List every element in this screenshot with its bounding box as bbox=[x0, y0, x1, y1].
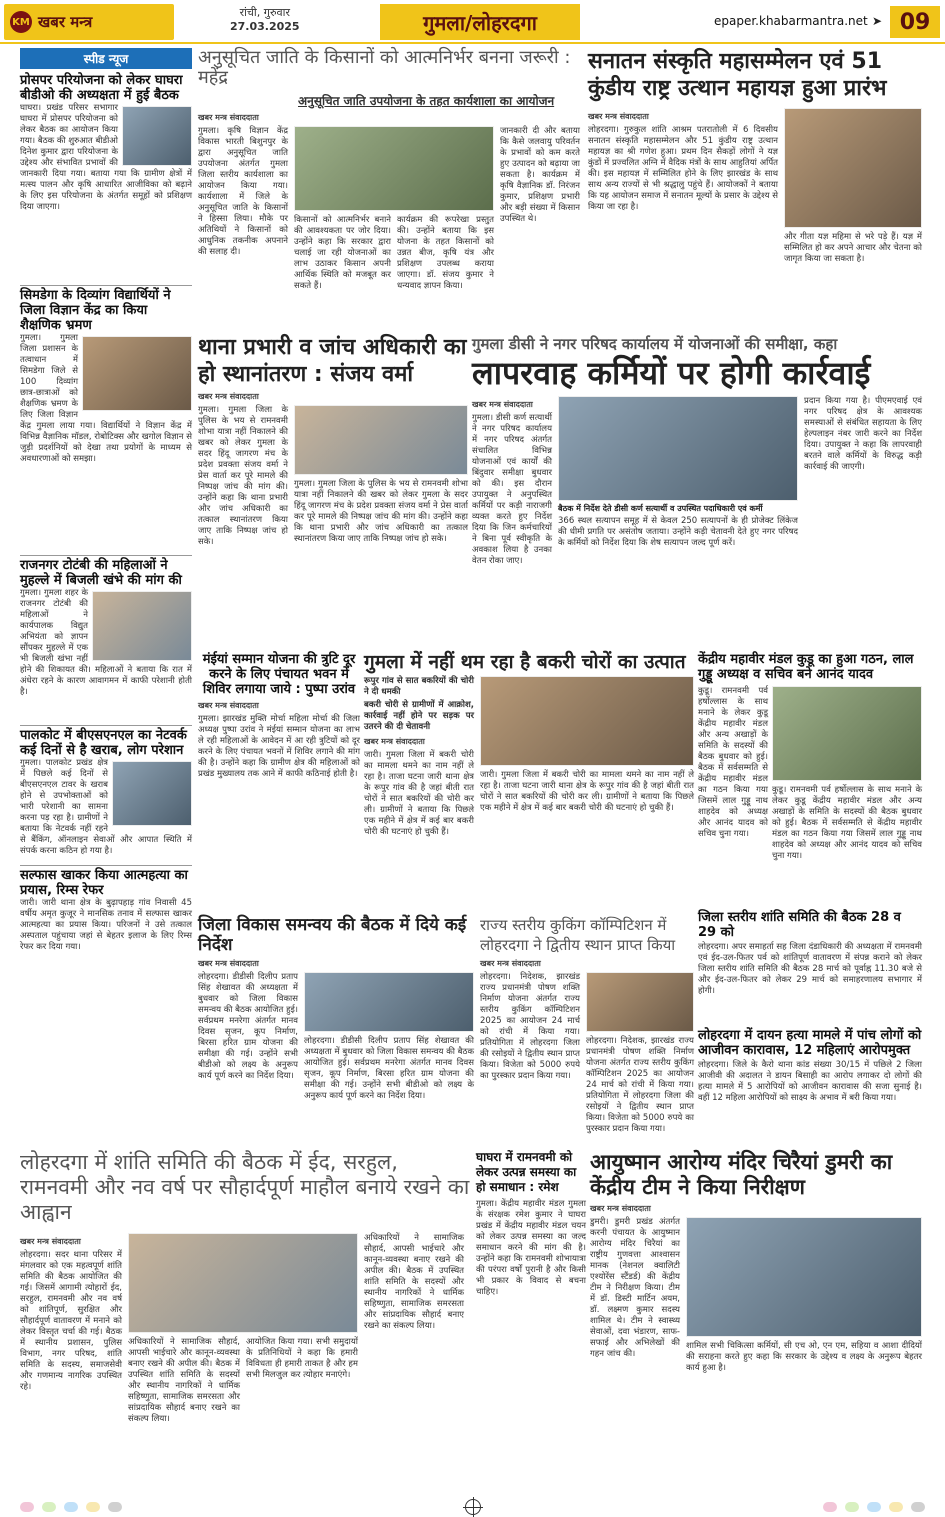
headline: जिला विकास समन्वय की बैठक में दिये कई निर्देश bbox=[198, 915, 467, 955]
divider bbox=[20, 555, 192, 556]
article-photo bbox=[772, 686, 922, 781]
speed-news-item bbox=[20, 288, 192, 553]
speed-news-item bbox=[20, 73, 192, 283]
article-body: प्रदान किया गया है। पीएमएवाई एवं नगर परिषद क्षेत्र के आवश्यक समस्याओं से संबंधित सहायता के लिए हेल्पलाइन नंबर जारी करने का निर्देश दिया। उपायुक्त ने कहा कि लापरवाही बरतने वाले कर्मियों के विरुद्ध कड़ी कार्रवाई की जाएगी। bbox=[804, 396, 922, 472]
article-photo bbox=[128, 1233, 358, 1333]
byline: खबर मन्त्र संवाददाता bbox=[480, 959, 541, 968]
headline: लापरवाह कर्मियों पर होगी कार्रवाई bbox=[472, 354, 871, 392]
headline: अनुसूचित जाति के किसानों को आत्मनिर्भर बनना जरूरी : महेंद्र bbox=[198, 47, 571, 88]
article-body: लोहरदगा। सदर थाना परिसर में मंगलवार को एक महत्वपूर्ण शांति समिति की बैठक आयोजित की गई। जिसमें आगामी त्योहारों ईद, सरहुल, रामनवमी और नव वर्ष को शांतिपूर्ण, सुरक्षित और सौहार्दपूर्ण वातावरण में मनाने को लेकर विस्तृत चर्चा की गई। बैठक में स्थानीय प्रशासन, पुलिस विभाग, नगर परिषद, शांति समिति के सदस्य, समाजसेवी और गणमान्य नागरिक उपस्थित रहे। bbox=[20, 1250, 122, 1392]
article-photo bbox=[686, 1217, 922, 1337]
article-body: शामिल सभी चिकित्सा कर्मियों, सी एच ओ, एन एम, सहिया व आशा दीदियों की सराहना करते हुए कहा कि सरकार के उद्देश्य व लक्ष्य के अनुरूप बेहतर कार्य हुआ है। bbox=[686, 1341, 922, 1373]
epaper-url[interactable]: epaper.khabarmantra.net bbox=[714, 14, 868, 28]
article-ghaghra bbox=[476, 1150, 586, 1490]
registration-dot bbox=[64, 1502, 78, 1512]
footer bbox=[0, 1497, 945, 1517]
article-body: गुमला। झारखंड मुक्ति मोर्चा महिला मोर्चा की जिला अध्यक्ष पुष्पा उरांव ने मंईयां सम्मान योजना का लाभ ले रही महिलाओं के आवेदन में आ रही त्रुटियों को दूर करने के लिए पंचायत भवनों में शिविर लगाने की मांग की है। उन्होंने कहा कि ग्रामीण क्षेत्र की महिलाओं को प्रखंड मुख्यालय तक आने में काफी कठिनाई होती है। bbox=[198, 714, 360, 779]
article-mahavir bbox=[698, 652, 922, 907]
byline: खबर मन्त्र संवाददाता bbox=[472, 400, 533, 409]
speed-news-body: गुमला। पालकोट प्रखंड क्षेत्र में पिछले कई दिनों से बीएसएनएल टावर के खराब होने से उपभोक्ताओं को भारी परेशानी का सामना करना पड़ रहा है। ग्रामीणों ने बताया कि नेटवर्क नहीं रहने से बैंकिंग, ऑनलाइन सेवाओं और आपात स्थिति में संपर्क करना कठिन हो गया है। bbox=[20, 758, 192, 856]
speed-news-item bbox=[20, 728, 192, 863]
byline: खबर मन्त्र संवाददाता bbox=[198, 392, 259, 401]
news-photo bbox=[82, 336, 192, 411]
article-maiya bbox=[198, 652, 360, 912]
article-body: जानकारी दी और बताया कि कैसे जलवायु परिवर्तन के प्रभावों को कम करते हुए उत्पादन को बढ़ाया जा सकता है। कार्यक्रम में कृषि वैज्ञानिक डॉ. निरंजन कुमार, प्रशिक्षण प्रभारी और बड़ी संख्या में किसान उपस्थित थे। bbox=[500, 126, 580, 224]
photo-caption: और गीता यज्ञ महिमा से भरे पड़े हैं। यज्ञ में सम्मिलित हो कर अपने आचार और चेतना को जागृत किया जा सकता है। bbox=[784, 232, 922, 264]
article-body: लोहरदगा। डीडीसी दिलीप प्रताप सिंह शेखावत की अध्यक्षता में बुधवार को जिला विकास समन्वय की बैठक आयोजित हुई। सर्वप्रथम मनरेगा अंतर्गत मानव दिवस सृजन, कूप निर्माण, बिरसा हरित ग्राम योजना की समीक्षा की गई। उन्होंने सभी बीडीओ को लक्ष्य के अनुरूप कार्य पूर्ण करने का निर्देश दिया। bbox=[198, 972, 298, 1081]
article-nagar-parishad bbox=[472, 334, 922, 649]
date: 27.03.2025 bbox=[230, 20, 300, 33]
speed-news-item bbox=[20, 868, 192, 963]
article-body: लोहरदगा। अपर समाहर्ता सह जिला दंडाधिकारी की अध्यक्षता में रामनवमी एवं ईद-उल-फितर पर्व को शांतिपूर्ण वातावरण में संपन्न कराने को लेकर जिला स्तरीय शांति समिति की बैठक 28 मार्च को पूर्वाह्न 11.30 बजे से और ईद-उल-फितर को लेकर 29 मार्च को समाहरणालय सभागार में होगी। bbox=[698, 942, 922, 996]
article-body: कुडू। रामनवमी पर्व हर्षोल्लास के साथ मनाने के लेकर कुडू केंद्रीय महावीर मंडल और अन्य अखाड़ों के समिति के सदस्यों की बैठक बुधवार को हुई। बैठक में सर्वसम्मति से केंद्रीय महावीर मंडल का गठन किया गया जिसमें लाल गुड्डू नाथ शाहदेव को अध्यक्ष और आनंद यादव को सचिव चुना गया। bbox=[698, 686, 768, 839]
article-body: गुमला। कृषि विज्ञान केंद्र विकास भारती बिशुनपुर के द्वारा अनुसूचित जाति उपयोजना अंतर्गत गुमला जिला स्तरीय कार्यशाला का आयोजन किया गया। कार्यशाला में जिले के अनुसूचित जाति के किसानों ने हिस्सा लिया। मौके पर अतिथियों ने किसानों को आधुनिक तकनीक अपनाने की सलाह दी। bbox=[198, 126, 288, 257]
headline: लोहरदगा में शांति समिति की बैठक में ईद, सरहुल, रामनवमी और नव वर्ष पर सौहार्दपूर्ण माहौल बनाये रखने का आह्वान bbox=[20, 1150, 470, 1224]
article-photo bbox=[480, 676, 694, 766]
article-body: अधिकारियों ने सामाजिक सौहार्द, आपसी भाईचारे और कानून-व्यवस्था बनाए रखने की अपील की। बैठक में उपस्थित शांति समिति के सदस्यों और स्थानीय नागरिकों ने धार्मिक सहिष्णुता, सामाजिक समरसता और सांप्रदायिक सौहार्द बनाए रखने का संकल्प लिया। bbox=[128, 1337, 240, 1424]
article-body: डुमरी। डुमरी प्रखंड अंतर्गत करनी पंचायत के आयुष्मान आरोग्य मंदिर चिरैयां का राष्ट्रीय गुणवत्ता आश्वासन मानक (नेशनल क्वालिटी एश्योरेंस स्टैंडर्ड) की केंद्रीय टीम ने निरीक्षण किया। टीम में डॉ. डिस्टी मार्टिन अयम, डॉ. लक्ष्मण कुमार सदस्य शामिल थे। टीम ने स्वास्थ्य सेवाओं, दवा भंडारण, साफ-सफाई और अभिलेखों की गहन जांच की। bbox=[590, 1217, 680, 1359]
article-body: किसानों को आत्मनिर्भर बनाने की आवश्यकता पर जोर दिया। उन्होंने कहा कि सरकार द्वारा चलाई जा रही योजनाओं का लाभ उठाकर किसान अपनी आर्थिक स्थिति को मजबूत कर सकते हैं। bbox=[294, 215, 391, 291]
registration-dot bbox=[86, 1502, 100, 1512]
article-cooking bbox=[480, 915, 694, 1145]
color-registration-left bbox=[20, 1502, 122, 1512]
section-title: गुमला/लोहरदगा bbox=[380, 4, 580, 40]
byline: खबर मन्त्र संवाददाता bbox=[198, 959, 259, 968]
city-day: रांची, गुरुवार bbox=[239, 6, 290, 19]
news-photo bbox=[122, 106, 192, 166]
speed-news-body: जारी। जारी थाना क्षेत्र के बुढ़ापहाड़ गांव निवासी 45 वर्षीय अमृत कुजूर ने मानसिक तनाव में सल्फास खाकर आत्महत्या का प्रयास किया। परिजनों ने उसे तत्काल अस्पताल पहुंचाया जहां से बेहतर इलाज के लिए रिम्स रेफर कर दिया गया। bbox=[20, 898, 192, 952]
byline: खबर मन्त्र संवाददाता bbox=[590, 1204, 651, 1213]
bullet: रूपुर गांव से सात बकरियों की चोरी ने दी धमकी bbox=[364, 676, 474, 697]
article-body: कुडू। रामनवमी पर्व हर्षोल्लास के साथ मनाने के लेकर कुडू केंद्रीय महावीर मंडल और अन्य अखाड़ों के समिति के सदस्यों की बैठक बुधवार को हुई। बैठक में सर्वसम्मति से केंद्रीय महावीर मंडल का गठन किया गया जिसमें लाल गुड्डू नाथ शाहदेव को अध्यक्ष और आनंद यादव को सचिव चुना गया। bbox=[772, 785, 922, 861]
headline: राज्य स्तरीय कुकिंग कॉम्पिटिशन में लोहरदगा ने द्वितीय स्थान प्राप्त किया bbox=[480, 916, 676, 954]
article-body: अधिकारियों ने सामाजिक सौहार्द, आपसी भाईचारे और कानून-व्यवस्था बनाए रखने की अपील की। बैठक में उपस्थित शांति समिति के सदस्यों और स्थानीय नागरिकों ने धार्मिक सहिष्णुता, सामाजिक समरसता और सांप्रदायिक सौहार्द बनाए रखने का संकल्प लिया। bbox=[364, 1233, 464, 1331]
headline: आयुष्मान आरोग्य मंदिर चिरैयां डुमरी का केंद्रीय टीम ने किया निरीक्षण bbox=[590, 1150, 893, 1199]
article-body: लोहरदगा। गुरुकुल शांति आश्रम पतरातोली में 6 दिवसीय सनातन संस्कृति महासम्मेलन और 51 कुंडीय राष्ट्र उत्थान महायज्ञ का श्री गणेश हुआ। प्रथम दिन सैकड़ों लोगों ने यज्ञ कुंडों में प्रज्वलित अग्नि में वैदिक मंत्रों के साथ आहुतियां अर्पित की। इस महायज्ञ में सम्मिलित होने के लिए झारखंड के साथ साथ अन्य राज्यों से भी श्रद्धालु पहुंचे हैं। आयोजकों ने बताया कि यह आयोजन समाज में सनातन मूल्यों के प्रसार के उद्देश्य से किया जा रहा है। bbox=[588, 125, 778, 212]
article-photo bbox=[558, 396, 798, 501]
speed-news-column bbox=[20, 48, 192, 952]
news-photo bbox=[112, 761, 192, 826]
divider bbox=[20, 725, 192, 726]
speed-news-item bbox=[20, 558, 192, 723]
article-body: लोहरदगा। निदेशक, झारखंड राज्य प्रधानमंत्री पोषण शक्ति निर्माण योजना अंतर्गत राज्य स्तरीय कुकिंग कॉम्पिटिशन 2025 का आयोजन 24 मार्च को रांची में किया गया। प्रतियोगिता में लोहरदगा जिला की रसोइयों ने द्वितीय स्थान प्राप्त किया। विजेता को 5000 रुपये का पुरस्कार प्रदान किया गया। bbox=[480, 972, 580, 1081]
headline: घाघरा में रामनवमी को लेकर उत्पन्न समस्या का हो समाधान : रमेश bbox=[476, 1150, 577, 1194]
article-body: गुमला। गुमला जिला के पुलिस के भय से रामनवमी शोभा यात्रा नहीं निकालने की खबर को लेकर गुमला के सदर हिंदू जागरण मंच के प्रदेश प्रवक्ता संजय वर्मा ने प्रेस वार्ता कर पूरे मामले की निष्पक्ष जांच की मांग की। उन्होंने कहा कि थाना प्रभारी और जांच अधिकारी का तत्काल स्थानांतरण किया जाए ताकि निष्पक्ष जांच हो सके। bbox=[294, 479, 468, 544]
masthead bbox=[0, 0, 945, 44]
news-photo bbox=[92, 591, 192, 661]
article-body: गुमला। गुमला जिला के पुलिस के भय से रामनवमी शोभा यात्रा नहीं निकालने की खबर को लेकर गुमला के सदर हिंदू जागरण मंच के प्रदेश प्रवक्ता संजय वर्मा ने प्रेस वार्ता कर पूरे मामले की निष्पक्ष जांच की मांग की। उन्होंने कहा कि थाना प्रभारी और जांच अधिकारी का तत्काल स्थानांतरण किया जाए ताकि निष्पक्ष जांच हो सके। bbox=[198, 405, 288, 547]
headline: थाना प्रभारी व जांच अधिकारी का हो स्थानांतरण : संजय वर्मा bbox=[198, 335, 467, 387]
byline: खबर मन्त्र संवाददाता bbox=[198, 701, 259, 710]
registration-dot bbox=[42, 1502, 56, 1512]
headline: सनातन संस्कृति महासम्मेलन एवं 51 कुंडीय राष्ट्र उत्थान महायज्ञ हुआ प्रारंभ bbox=[588, 49, 887, 101]
byline: खबर मन्त्र संवाददाता bbox=[20, 1237, 81, 1246]
registration-dot bbox=[108, 1502, 122, 1512]
article-body: आयोजित किया गया। सभी समुदायों के प्रतिनिधियों ने कहा कि हमारी विविधता ही हमारी ताकत है और हम सभी मिलजुल कर त्योहार मनाएंगे। bbox=[246, 1337, 358, 1380]
article-scst bbox=[198, 48, 580, 330]
registration-dot bbox=[845, 1502, 859, 1512]
article-shanti-samiti bbox=[20, 1150, 470, 1490]
color-registration-right bbox=[823, 1502, 925, 1512]
headline: केंद्रीय महावीर मंडल कुडू का हुआ गठन, लाल गुड्डू अध्यक्ष व सचिव बने आनंद यादव bbox=[698, 652, 914, 682]
article-photo bbox=[586, 972, 694, 1032]
article-body: गुमला। डीसी कर्ण सत्यार्थी ने नगर परिषद कार्यालय में नगर परिषद अंतर्गत संचालित विभिन्न योजनाओं एवं कार्यों की बिंदुवार समीक्षा बुधवार को की। इस दौरान उपायुक्त ने अनुपस्थित कर्मियों पर कड़ी नाराजगी व्यक्त करते हुए निर्देश दिया कि जिन कर्मचारियों ने बिना पूर्व स्वीकृति के अवकाश लिया है उनका वेतन रोका जाए। bbox=[472, 413, 552, 566]
speed-news-body: घाघरा। प्रखंड परिसर सभागार घाघरा में प्रोसपर परियोजना को लेकर बैठक का आयोजन किया गया। बैठक की शुरुआत बीडीओ दिनेश कुमार द्वारा परियोजना के उद्देश्य और संभावित प्रभावों की जानकारी दिया गया। बताया गया कि ग्रामीण क्षेत्रों में मत्स्य पालन और कृषि आधारित आजीविका को बढ़ाने के लिए इस परियोजना के अंतर्गत समूहों को प्रशिक्षण दिया जाएगा। bbox=[20, 103, 192, 212]
article-bakri bbox=[364, 652, 694, 912]
article-body: कार्यक्रम की रूपरेखा प्रस्तुत की। उन्होंने बताया कि इस योजना के तहत किसानों को उन्नत बीज, कृषि यंत्र और प्रशिक्षण उपलब्ध कराया जाएगा। डॉ. संजय कुमार ने धन्यवाद ज्ञापन किया। bbox=[397, 215, 494, 291]
article-photo bbox=[294, 126, 494, 211]
divider bbox=[20, 865, 192, 866]
speed-news-headline: राजनगर टोटंबी की महिलाओं ने मुहल्ले में बिजली खंभे की मांग की bbox=[20, 558, 182, 588]
headline: गुमला में नहीं थम रहा है बकरी चोरों का उत्पात bbox=[364, 651, 686, 673]
article-photo bbox=[784, 108, 922, 228]
article-thana bbox=[198, 334, 468, 649]
speed-news-headline: पालकोट में बीएसएनएल का नेटवर्क कई दिनों से है खराब, लोग परेशान bbox=[20, 728, 187, 758]
article-samiti bbox=[698, 910, 922, 1025]
article-photo bbox=[294, 405, 468, 475]
registration-dot bbox=[889, 1502, 903, 1512]
subhead: अनुसूचित जाति उपयोजना के तहत कार्यशाला का आयोजन bbox=[298, 94, 555, 108]
crosshair-icon bbox=[465, 1499, 481, 1515]
speed-news-headline: प्रोसपर परियोजना को लेकर घाघरा बीडीओ की अध्यक्षता में हुई बैठक bbox=[20, 73, 183, 103]
speed-news-headline: सल्फास खाकर किया आत्महत्या का प्रयास, रिम्स रेफर bbox=[20, 868, 188, 898]
dateline bbox=[230, 6, 300, 34]
registration-dot bbox=[867, 1502, 881, 1512]
article-body: 366 स्थल सत्यापन समूह में से केवल 250 सत्यापनों के ही प्रोजेक्ट लिंकेज की धीमी प्रगति पर असंतोष जताया। उन्होंने कड़ी चेतावनी देते हुए नगर परिषद के कर्मियों को निर्देश दिया कि शेष सत्यापन जल्द पूर्ण करें। bbox=[558, 516, 798, 548]
headline: मंईयां सम्मान योजना की त्रुटि दूर करने के लिए पंचायत भवन में शिविर लगाया जाये : पुष्पा उरांव bbox=[202, 652, 356, 697]
bullet: बकरी चोरी से ग्रामीणों में आक्रोश, कार्रवाई नहीं होने पर सड़क पर उतरने की दी चेतावनी bbox=[364, 700, 474, 732]
byline: खबर मन्त्र संवाददाता bbox=[588, 112, 649, 121]
article-body: जारी। गुमला जिला में बकरी चोरी का मामला थमने का नाम नहीं ले रहा है। ताजा घटना जारी थाना क्षेत्र के रूपुर गांव की है जहां बीती रात चोरों ने सात बकरियों की चोरी कर ली। ग्रामीणों ने बताया कि पिछले एक महीने में क्षेत्र में कई बार बकरी चोरी की घटनाएं हो चुकी हैं। bbox=[364, 750, 474, 837]
article-sanatan bbox=[588, 48, 922, 330]
article-body: गुमला। केंद्रीय महावीर मंडल गुमला के संरक्षक रमेश कुमार ने घाघरा प्रखंड में केंद्रीय महावीर मंडल चयन को लेकर उत्पन्न समस्या का जल्द समाधान करने की मांग की है। उन्होंने कहा कि रामनवमी शोभायात्रा की परंपरा वर्षों पुरानी है और किसी भी प्रकार के विवाद से बचना चाहिए। bbox=[476, 1199, 586, 1297]
registration-dot bbox=[823, 1502, 837, 1512]
speed-news-headline: सिमडेगा के दिव्यांग विद्यार्थियों ने जिला विज्ञान केंद्र का किया शैक्षणिक भ्रमण bbox=[20, 288, 171, 333]
headline: जिला स्तरीय शांति समिति की बैठक 28 व 29 को bbox=[698, 910, 901, 940]
divider bbox=[20, 285, 192, 286]
speed-news-tag: स्पीड न्यूज bbox=[20, 48, 192, 69]
article-body: लोहरदगा। निदेशक, झारखंड राज्य प्रधानमंत्री पोषण शक्ति निर्माण योजना अंतर्गत राज्य स्तरीय कुकिंग कॉम्पिटिशन 2025 का आयोजन 24 मार्च को रांची में किया गया। प्रतियोगिता में लोहरदगा जिला की रसोइयों ने द्वितीय स्थान प्राप्त किया। विजेता को 5000 रुपये का पुरस्कार प्रदान किया गया। bbox=[586, 1036, 694, 1134]
article-body: लोहरदगा। जिले के कैरो थाना कांड संख्या 30/15 में पछिले 2 जिला आजीवी की अदालत ने डायन बिसाही का आरोप लगाकर दो लोगों की हत्या मामले में 5 आरोपियों को आजीवन कारावास की सजा सुनाई है। वहीं 12 महिला आरोपियों को साक्ष्य के अभाव में बरी किया गया। bbox=[698, 1060, 922, 1103]
speed-news-body: गुमला। गुमला जिला प्रशासन के तत्वाधान में सिमडेगा जिले से 100 दिव्यांग छात्र-छात्राओं को शैक्षणिक भ्रमण के लिए जिला विज्ञान केंद्र गुमला लाया गया। विद्यार्थियों ने विज्ञान केंद्र में विभिन्न वैज्ञानिक मॉडल, रोबोटिक्स और खगोल विज्ञान से जुड़ी प्रदर्शनियों को देखा तथा प्रयोगों के माध्यम से अवधारणाओं को समझा। bbox=[20, 333, 192, 464]
registration-dot bbox=[20, 1502, 34, 1512]
registration-dot bbox=[911, 1502, 925, 1512]
article-jila-vikas bbox=[198, 915, 476, 1145]
logo-mark-icon: KM bbox=[10, 11, 32, 33]
brand-logo[interactable] bbox=[4, 4, 174, 40]
article-body: जारी। गुमला जिला में बकरी चोरी का मामला थमने का नाम नहीं ले रहा है। ताजा घटना जारी थाना क्षेत्र के रूपुर गांव की है जहां बीती रात चोरों ने सात बकरियों की चोरी कर ली। ग्रामीणों ने बताया कि पिछले एक महीने में क्षेत्र में कई बार बकरी चोरी की घटनाएं हो चुकी हैं। bbox=[480, 770, 694, 813]
byline: खबर मन्त्र संवाददाता bbox=[364, 737, 425, 746]
page-number: 09 bbox=[890, 6, 940, 38]
cursor-icon: ➤ bbox=[872, 14, 883, 28]
speed-news-body: गुमला। गुमला शहर के राजनगर टोटंबी की महिलाओं ने कार्यपालक विद्युत अभियंता को ज्ञापन सौंपकर मुहल्ले में एक भी बिजली खंभा नहीं होने की शिकायत की। महिलाओं ने बताया कि रात में अंधेरा रहने के कारण आवागमन में काफी परेशानी होती है। bbox=[20, 588, 192, 697]
article-body: लोहरदगा। डीडीसी दिलीप प्रताप सिंह शेखावत की अध्यक्षता में बुधवार को जिला विकास समन्वय की बैठक आयोजित हुई। सर्वप्रथम मनरेगा अंतर्गत मानव दिवस सृजन, कूप निर्माण, बिरसा हरित ग्राम योजना की समीक्षा की गई। उन्होंने सभी बीडीओ को लक्ष्य के अनुरूप कार्य पूर्ण करने का निर्देश दिया। bbox=[304, 1036, 474, 1101]
article-dayan bbox=[698, 1028, 922, 1146]
photo-caption: बैठक में निर्देश देते डीसी कर्ण सत्यार्थी व उपस्थित पदाधिकारी एवं कर्मी bbox=[558, 504, 763, 513]
logo-text: खबर मन्त्र bbox=[38, 13, 93, 31]
article-photo bbox=[304, 972, 474, 1032]
kicker: गुमला डीसी ने नगर परिषद कार्यालय में योजनाओं की समीक्षा, कहा bbox=[472, 335, 838, 353]
headline: लोहरदगा में दायन हत्या मामले में पांच लोगों को आजीवन कारावास, 12 महिलाएं आरोपमुक्त bbox=[698, 1028, 922, 1058]
byline: खबर मन्त्र संवाददाता bbox=[198, 113, 259, 122]
article-ayushman bbox=[590, 1150, 922, 1490]
